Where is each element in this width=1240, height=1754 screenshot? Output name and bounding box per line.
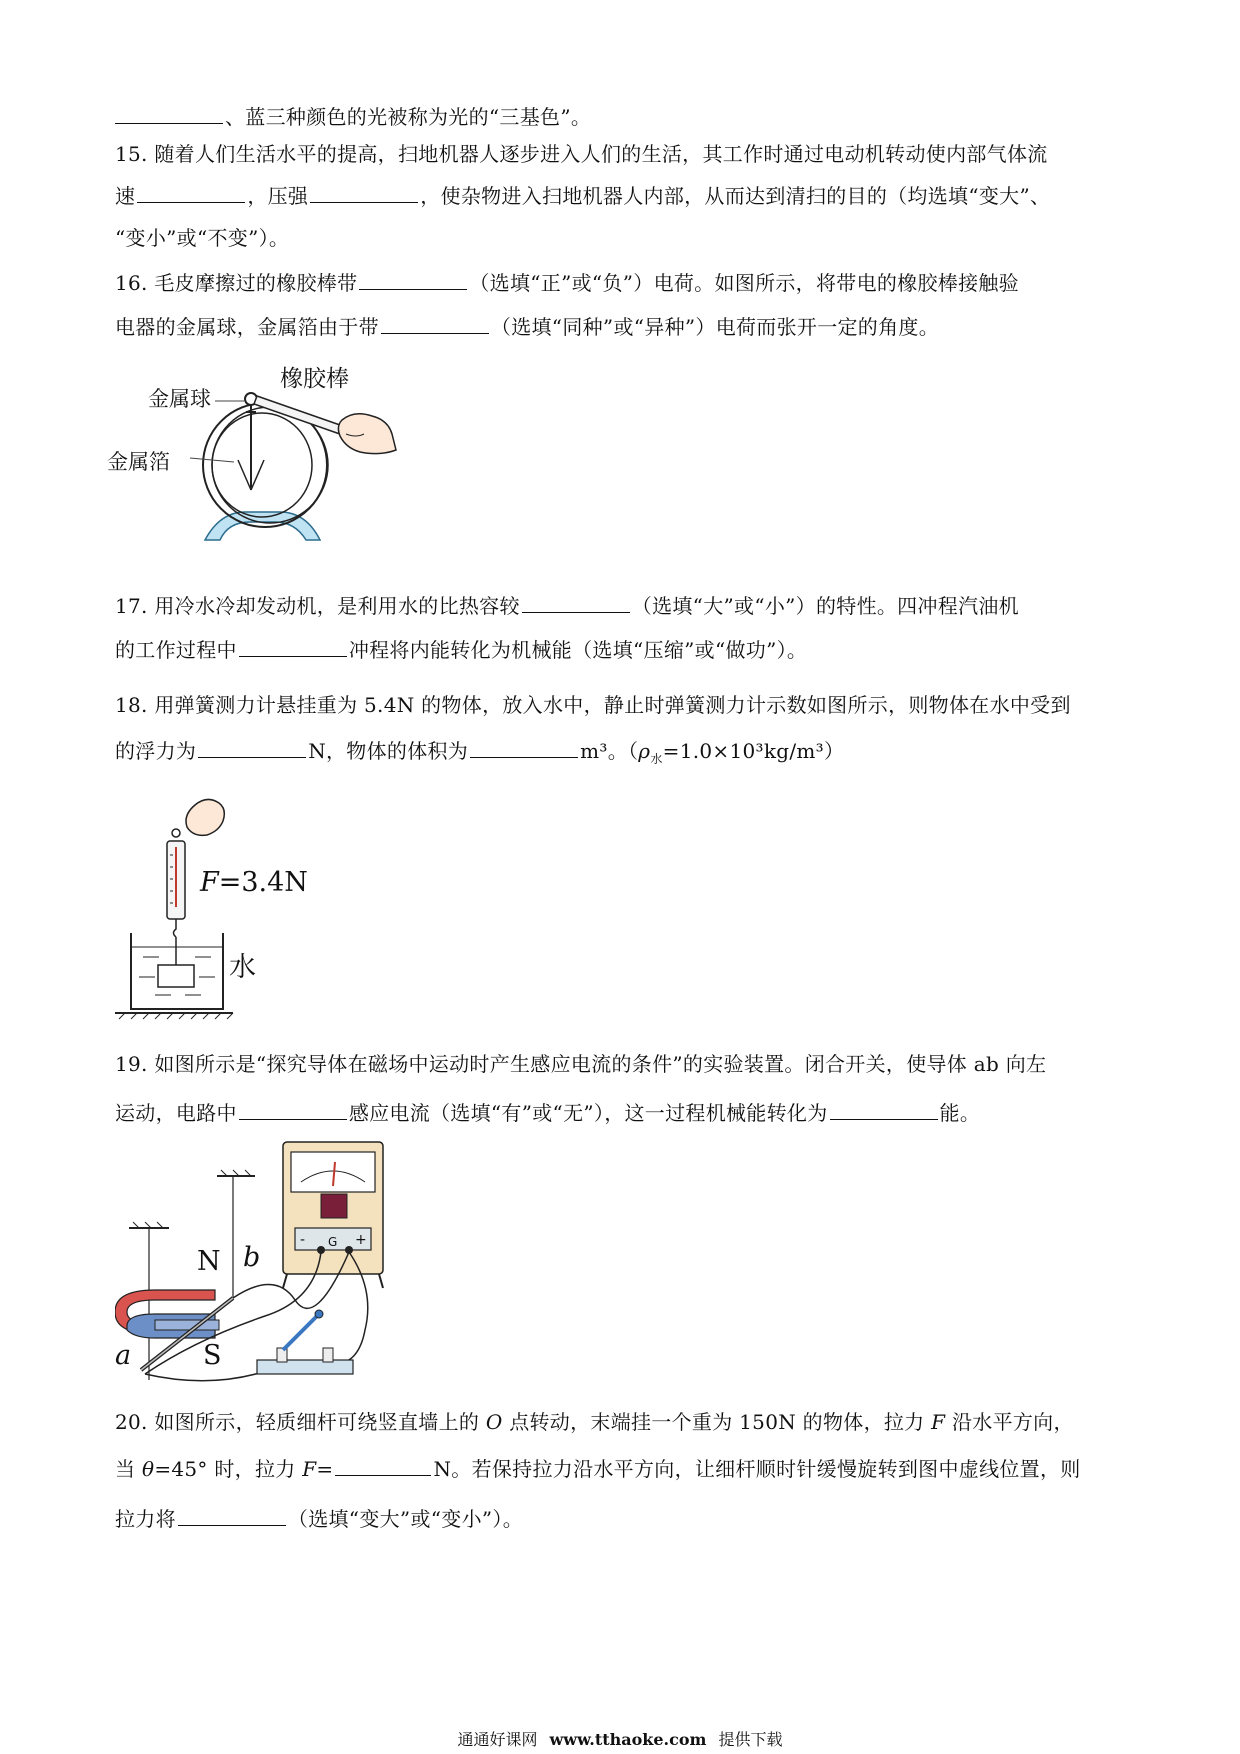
q20-text: 当: [115, 1457, 142, 1481]
q16-line-2: [115, 313, 939, 341]
answer-blank[interactable]: [239, 636, 347, 657]
q20-text: =45° 时，拉力: [154, 1457, 303, 1481]
force-symbol: F: [200, 867, 219, 898]
rho-subscript: 水: [650, 752, 663, 766]
footer-suffix: 提供下载: [718, 1730, 783, 1749]
q17-line-1: [115, 592, 1019, 620]
q17-line-2: [115, 636, 807, 664]
label-rubber-rod: 橡胶棒: [280, 366, 349, 392]
q17-text: 17. 用冷水冷却发动机，是利用水的比热容较: [115, 594, 520, 618]
q17-text: 冲程将内能转化为机械能（选填“压缩”或“做功”）。: [348, 638, 808, 662]
label-n-pole: N: [197, 1246, 221, 1277]
force-value: =3.4N: [218, 867, 308, 898]
answer-blank[interactable]: [137, 182, 245, 203]
spring-balance-figure: [115, 795, 335, 1020]
q15-text: ，使杂物进入扫地机器人内部，从而达到清扫的目的（均选填“变大”、: [420, 184, 1051, 208]
q17-text: 的工作过程中: [115, 638, 237, 662]
footer-site-name: 通通好课网: [457, 1730, 538, 1749]
q16-line-1: [115, 269, 1019, 297]
q19-text: 运动，电路中: [115, 1101, 237, 1125]
q19-text: 感应电流（选填“有”或“无”），这一过程机械能转化为: [348, 1101, 828, 1125]
label-s-pole: S: [203, 1340, 222, 1371]
answer-blank[interactable]: [830, 1099, 938, 1120]
q20-text: 拉力将: [115, 1507, 176, 1531]
answer-blank[interactable]: [335, 1455, 431, 1476]
label-force: [200, 867, 308, 898]
label-water: 水: [229, 952, 256, 983]
q16-text: 16. 毛皮摩擦过的橡胶棒带: [115, 271, 358, 295]
q15-text: ，压强: [247, 184, 309, 208]
q20-text: 20. 如图所示，轻质细杆可绕竖直墙上的: [115, 1410, 486, 1434]
q20-line-1: [115, 1408, 1074, 1436]
label-b: [243, 1242, 260, 1273]
q18-line-2: [115, 737, 844, 773]
q20-text: =: [316, 1457, 334, 1481]
rho-symbol: ρ: [638, 739, 651, 763]
q14-text: 、蓝三种颜色的光被称为光的“三基色”。: [225, 105, 592, 129]
answer-blank[interactable]: [239, 1099, 347, 1120]
q16-text: （选填“正”或“负”）电荷。如图所示，将带电的橡胶棒接触验: [469, 271, 1019, 295]
answer-blank[interactable]: [178, 1505, 286, 1526]
q20-text: （选填“变大”或“变小”）。: [287, 1507, 524, 1531]
theta-symbol: θ: [141, 1457, 155, 1481]
footer-url[interactable]: www.tthaoke.com: [549, 1730, 707, 1749]
spring-balance-drawing: [115, 795, 335, 1020]
label-g: G: [328, 1235, 338, 1249]
answer-blank[interactable]: [522, 592, 630, 613]
q15-text: 速: [115, 184, 136, 208]
label-b-text: b: [243, 1242, 261, 1273]
q20-text: 沿水平方向，: [945, 1410, 1074, 1434]
answer-blank[interactable]: [381, 313, 489, 334]
q19-text: 能。: [939, 1101, 981, 1125]
q20-line-2: [115, 1455, 1081, 1483]
q16-text: 电器的金属球，金属箔由于带: [115, 315, 379, 339]
force-symbol: F: [302, 1457, 317, 1481]
q19-line-1: 19. 如图所示是“探究导体在磁场中运动时产生感应电流的条件”的实验装置。闭合开关，使导体 ab 向左: [115, 1052, 1047, 1076]
q15-line-1: 15. 随着人们生活水平的提高，扫地机器人逐步进入人们的生活，其工作时通过电动机转动使内部气体流: [115, 142, 1048, 166]
label-minus: -: [300, 1232, 306, 1248]
q14-line: [115, 103, 591, 131]
answer-blank[interactable]: [198, 737, 306, 758]
answer-blank[interactable]: [115, 103, 223, 124]
q19-line-2: [115, 1099, 980, 1127]
q18-text: m³。（: [580, 739, 639, 763]
q20-line-3: [115, 1505, 523, 1533]
label-a: [115, 1340, 131, 1371]
q20-text: N。若保持拉力沿水平方向，让细杆顺时针缓慢旋转到图中虚线位置，则: [433, 1457, 1081, 1481]
q18-line-1: 18. 用弹簧测力计悬挂重为 5.4N 的物体，放入水中，静止时弹簧测力计示数如图所示，则物体在水中受到: [115, 693, 1071, 717]
page-footer: [0, 1727, 1240, 1750]
answer-blank[interactable]: [310, 182, 418, 203]
label-metal-foil: 金属箔: [107, 450, 170, 474]
q18-text: 的浮力为: [115, 739, 197, 763]
q15-line-3: “变小”或“不变”）。: [115, 226, 290, 250]
q20-text: 点转动，末端挂一个重为 150N 的物体，拉力: [502, 1410, 932, 1434]
electroscope-figure: [107, 366, 400, 560]
q15-line-2: [115, 182, 1050, 210]
answer-blank[interactable]: [470, 737, 578, 758]
label-a-text: a: [115, 1340, 132, 1371]
q18-text: =1.0×10³kg/m³）: [662, 739, 845, 763]
answer-blank[interactable]: [359, 269, 467, 290]
q17-text: （选填“大”或“小”）的特性。四冲程汽油机: [631, 594, 1019, 618]
force-symbol: F: [931, 1410, 946, 1434]
point-o: O: [485, 1410, 503, 1434]
induction-figure: [115, 1140, 405, 1390]
label-plus: +: [355, 1232, 367, 1248]
label-metal-ball: 金属球: [148, 387, 211, 411]
q18-text: N，物体的体积为: [308, 739, 469, 763]
q16-text: （选填“同种”或“异种”）电荷而张开一定的角度。: [490, 315, 940, 339]
